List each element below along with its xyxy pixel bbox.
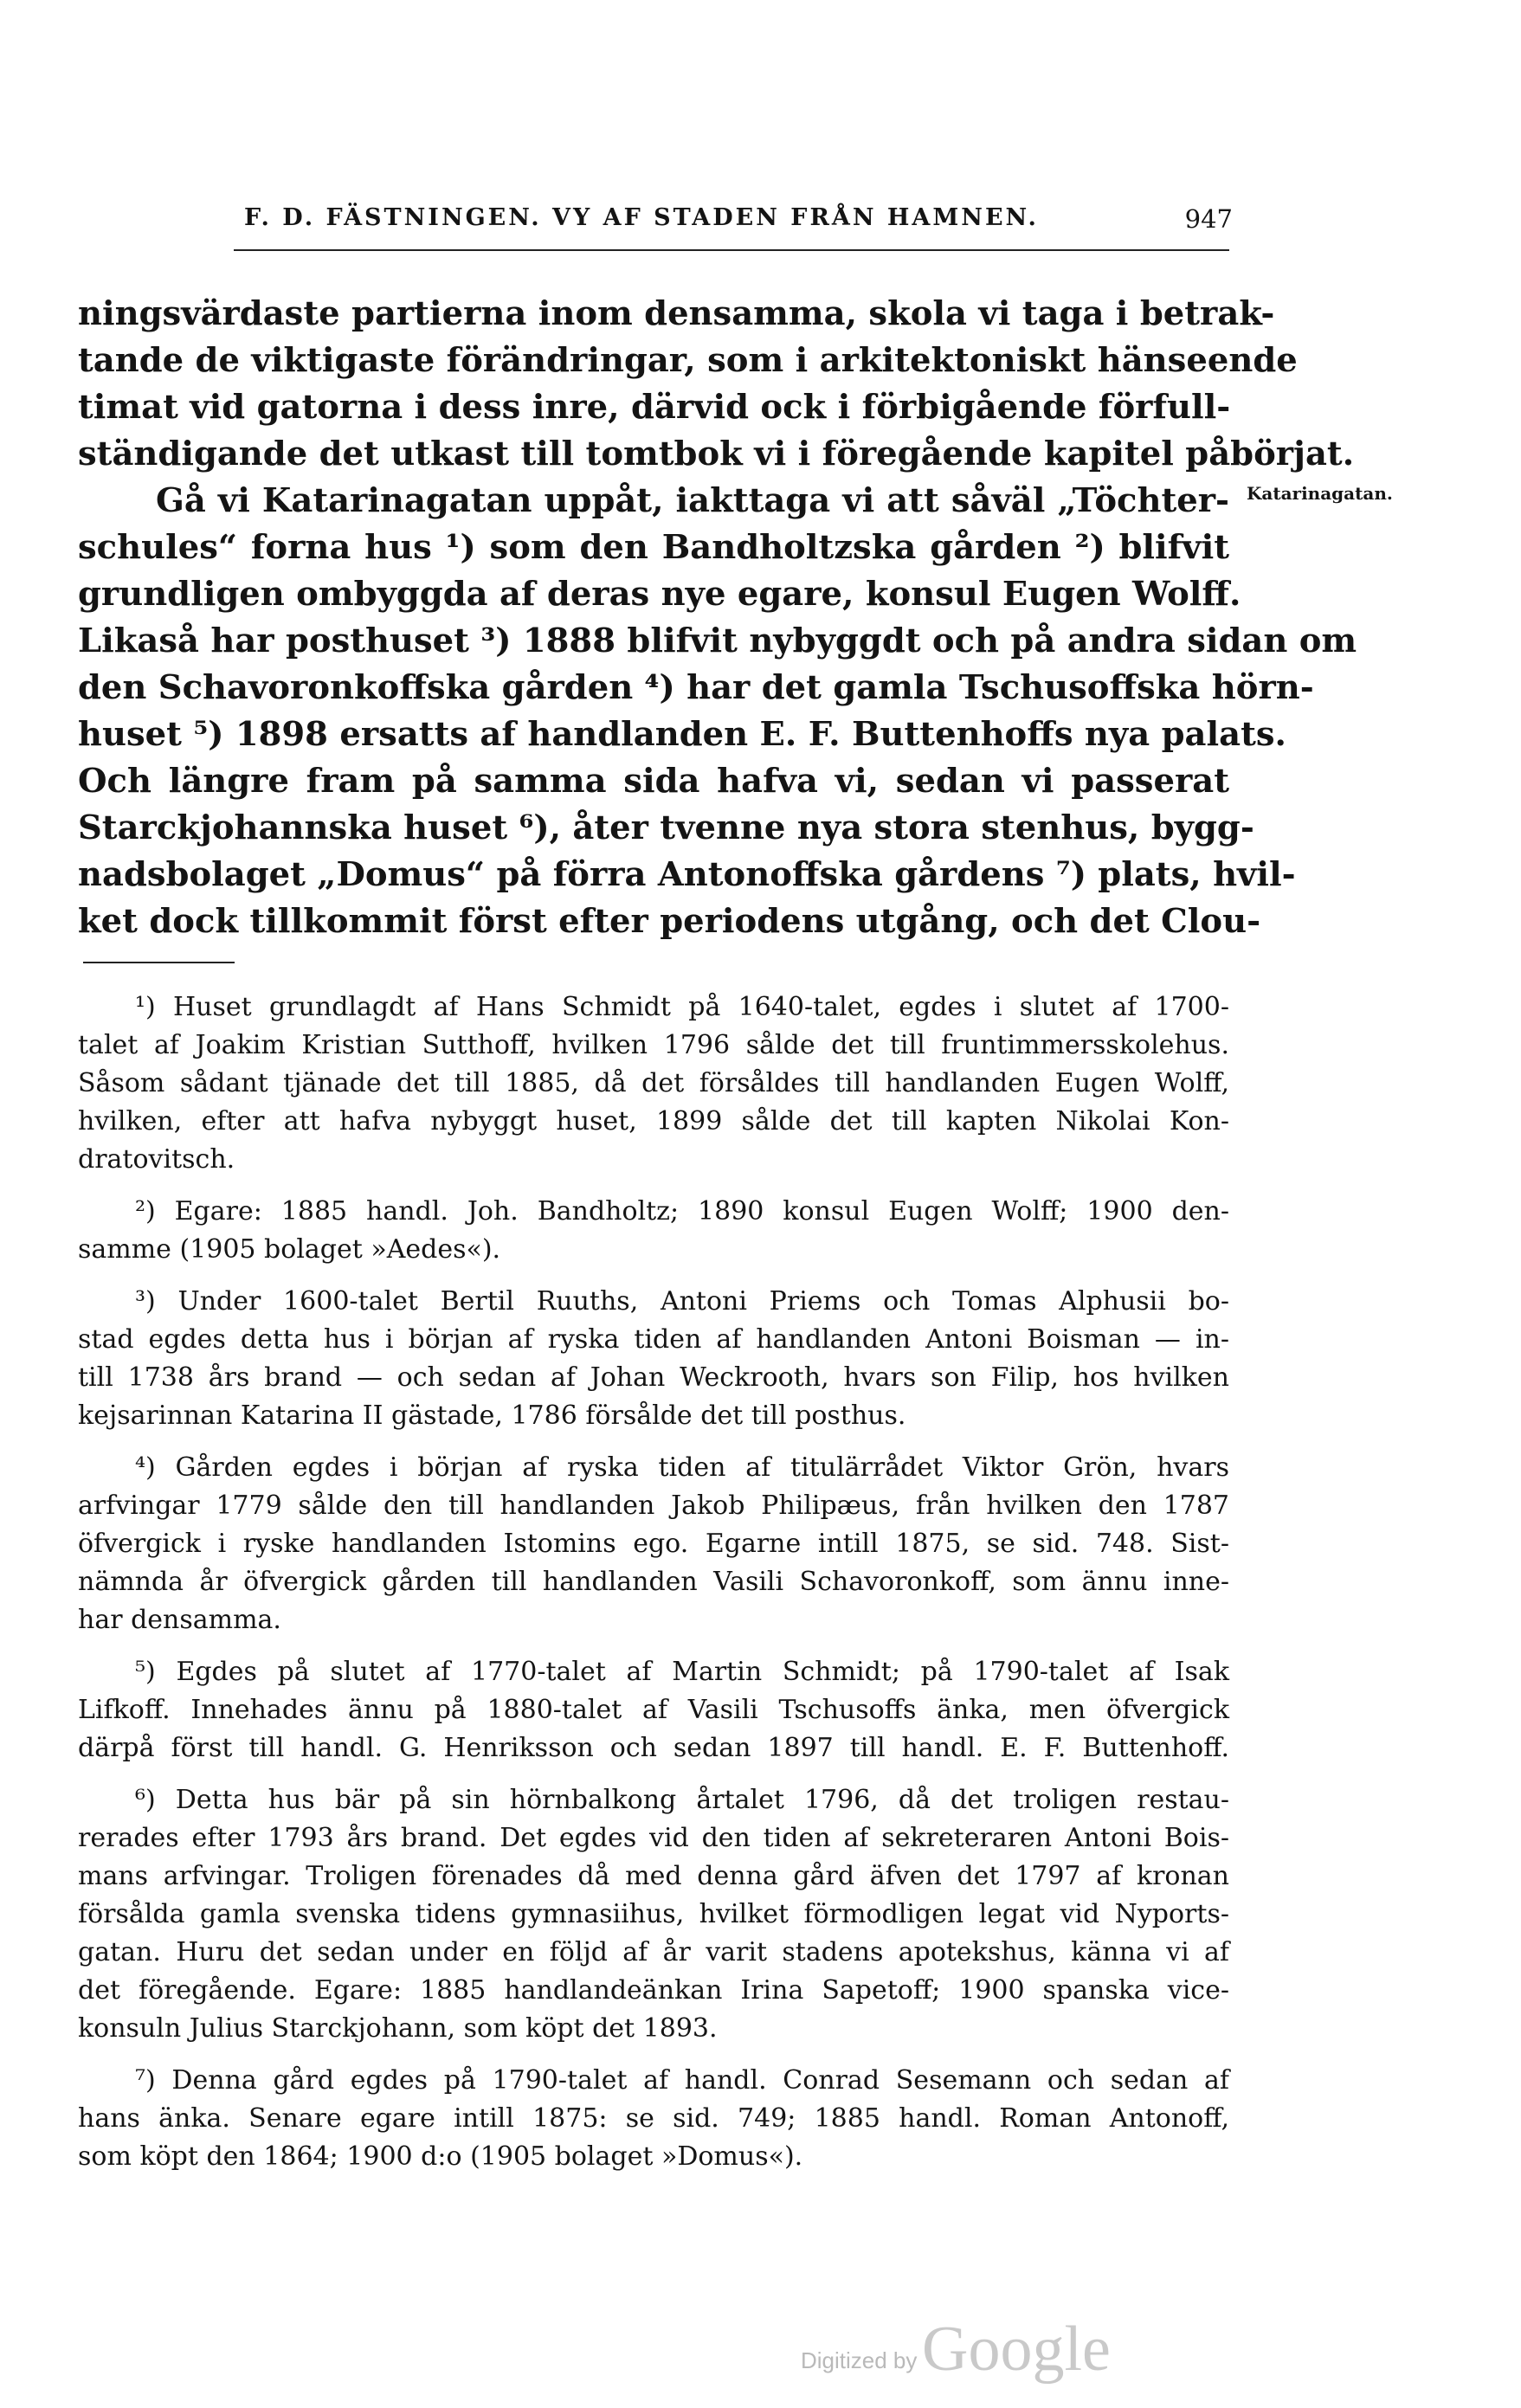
body-line: tande de viktigaste förändringar, som i arkitektoniskt hänseende [78,341,1298,380]
footnote-line: nämnda år öfvergick gården till handlanden Vasili Schavoronkoff, som ännu inne- [78,1567,1229,1597]
body-line: ningsvärdaste partierna inom densamma, skola vi taga i betrak- [78,294,1275,333]
footnote-line: ⁴) Gården egdes i början af ryska tiden af titulärrådet Viktor Grön, hvars [135,1452,1229,1483]
body-line: grundligen ombyggda af deras nye egare, konsul Eugen Wolff. [78,575,1241,614]
footnote-line: Lifkoff. Innehades ännu på 1880-talet af Vasili Tschusoffs änka, men öfvergick [78,1695,1229,1725]
header-title: F. D. FÄSTNINGEN. VY AF STADEN FRÅN HAMNEN. [244,204,1039,231]
body-line: Likaså har posthuset ³) 1888 blifvit nybyggdt och på andra sidan om [78,621,1357,660]
body-line: huset ⁵) 1898 ersatts af handlanden E. F. Buttenhoffs nya palats. [78,715,1286,754]
footnote-line: till 1738 års brand — och sedan af Johan Weckrooth, hvars son Filip, hos hvilken [78,1362,1229,1393]
footnote-line: försålda gamla svenska tidens gymnasiihus, hvilket förmodligen legat vid Nyports- [78,1899,1229,1929]
footnote-line: ⁷) Denna gård egdes på 1790-talet af handl. Conrad Sesemann och sedan af [135,2065,1229,2096]
watermark-digitized-text: Digitized by [801,2347,918,2373]
footnote-line: samme (1905 bolaget »Aedes«). [78,1234,501,1265]
footnote-line: dratovitsch. [78,1144,235,1175]
footnotes [78,988,1229,2134]
footnote-line: därpå först till handl. G. Henriksson och sedan 1897 till handl. E. F. Buttenhoff. [78,1733,1229,1763]
footnote-line: rerades efter 1793 års brand. Det egdes vid den tiden af sekreteraren Antoni Bois- [78,1823,1229,1853]
footnote-line: ³) Under 1600-talet Bertil Ruuths, Antoni Priems och Tomas Alphusii bo- [135,1286,1229,1317]
footnote-line: hans änka. Senare egare intill 1875: se sid. 749; 1885 handl. Roman Antonoff, [78,2103,1229,2134]
body-line: schules“ forna hus ¹) som den Bandholtzska gården ²) blifvit [78,528,1229,567]
footnote-line: arfvingar 1779 sålde den till handlanden Jakob Philipæus, från hvilken den 1787 [78,1491,1229,1521]
footnote-line: kejsarinnan Katarina II gästade, 1786 försålde det till posthus. [78,1400,906,1431]
footnote-line: som köpt den 1864; 1900 d:o (1905 bolaget »Domus«). [78,2141,803,2172]
body-line: timat vid gatorna i dess inre, därvid ock i förbigående förfull- [78,388,1231,427]
body-text [78,291,1357,949]
body-line: den Schavoronkoffska gården ⁴) har det gamla Tschusoffska hörn- [78,668,1314,707]
body-line: Starckjohannska huset ⁶), åter tvenne nya stora stenhus, bygg- [78,808,1254,847]
body-line: nadsbolaget „Domus“ på förra Antonoffska gårdens ⁷) plats, hvil- [78,855,1296,894]
footnote-line: gatan. Huru det sedan under en följd af år varit stadens apotekshus, känna vi af [78,1937,1229,1967]
footnote-line: det föregående. Egare: 1885 handlandeänkan Irina Sapetoff; 1900 spanska vice- [78,1975,1229,2006]
footnote-line: ⁵) Egdes på slutet af 1770-talet af Martin Schmidt; på 1790-talet af Isak [135,1657,1229,1687]
body-line: ständigande det utkast till tomtbok vi i föregående kapitel påbörjat. [78,435,1355,473]
page-number: 947 [1184,204,1233,234]
footnote-line: ¹) Huset grundlagdt af Hans Schmidt på 1640-talet, egdes i slutet af 1700- [135,992,1229,1022]
footnote-line: har densamma. [78,1605,281,1635]
running-header [227,204,1233,239]
footnote-line: hvilken, efter att hafva nybyggt huset, 1899 sålde det till kapten Nikolai Kon- [78,1106,1229,1136]
body-line: ket dock tillkommit först efter periodens utgång, och det Clou- [78,902,1261,941]
body-line: Och längre fram på samma sida hafva vi, sedan vi passerat [78,762,1229,801]
footnote-rule [83,962,235,963]
footnote-line: stad egdes detta hus i början af ryska tiden af handlanden Antoni Boisman — in- [78,1324,1229,1355]
body-line: Gå vi Katarinagatan uppåt, iakttaga vi att såväl „Töchter- [156,481,1229,520]
footnote-line: öfvergick i ryske handlanden Istomins ego. Egarne intill 1875, se sid. 748. Sist- [78,1529,1229,1559]
footnote-line: ²) Egare: 1885 handl. Joh. Bandholtz; 1890 konsul Eugen Wolff; 1900 den- [135,1196,1229,1227]
footnote-line: mans arfvingar. Troligen förenades då med denna gård äfven det 1797 af kronan [78,1861,1229,1891]
footnote-line: talet af Joakim Kristian Sutthoff, hvilken 1796 sålde det till fruntimmersskolehus. [78,1030,1229,1060]
header-rule [234,249,1229,251]
margin-note: Katarinagatan. [1247,483,1393,504]
footnote-line: ⁶) Detta hus bär på sin hörnbalkong årtalet 1796, då det troligen restau- [135,1785,1229,1815]
google-logo: Google [922,2314,1111,2385]
footnote-line: konsuln Julius Starckjohann, som köpt det 1893. [78,2013,718,2044]
footnote-line: Såsom sådant tjänade det till 1885, då det försåldes till handlanden Eugen Wolff, [78,1068,1229,1098]
